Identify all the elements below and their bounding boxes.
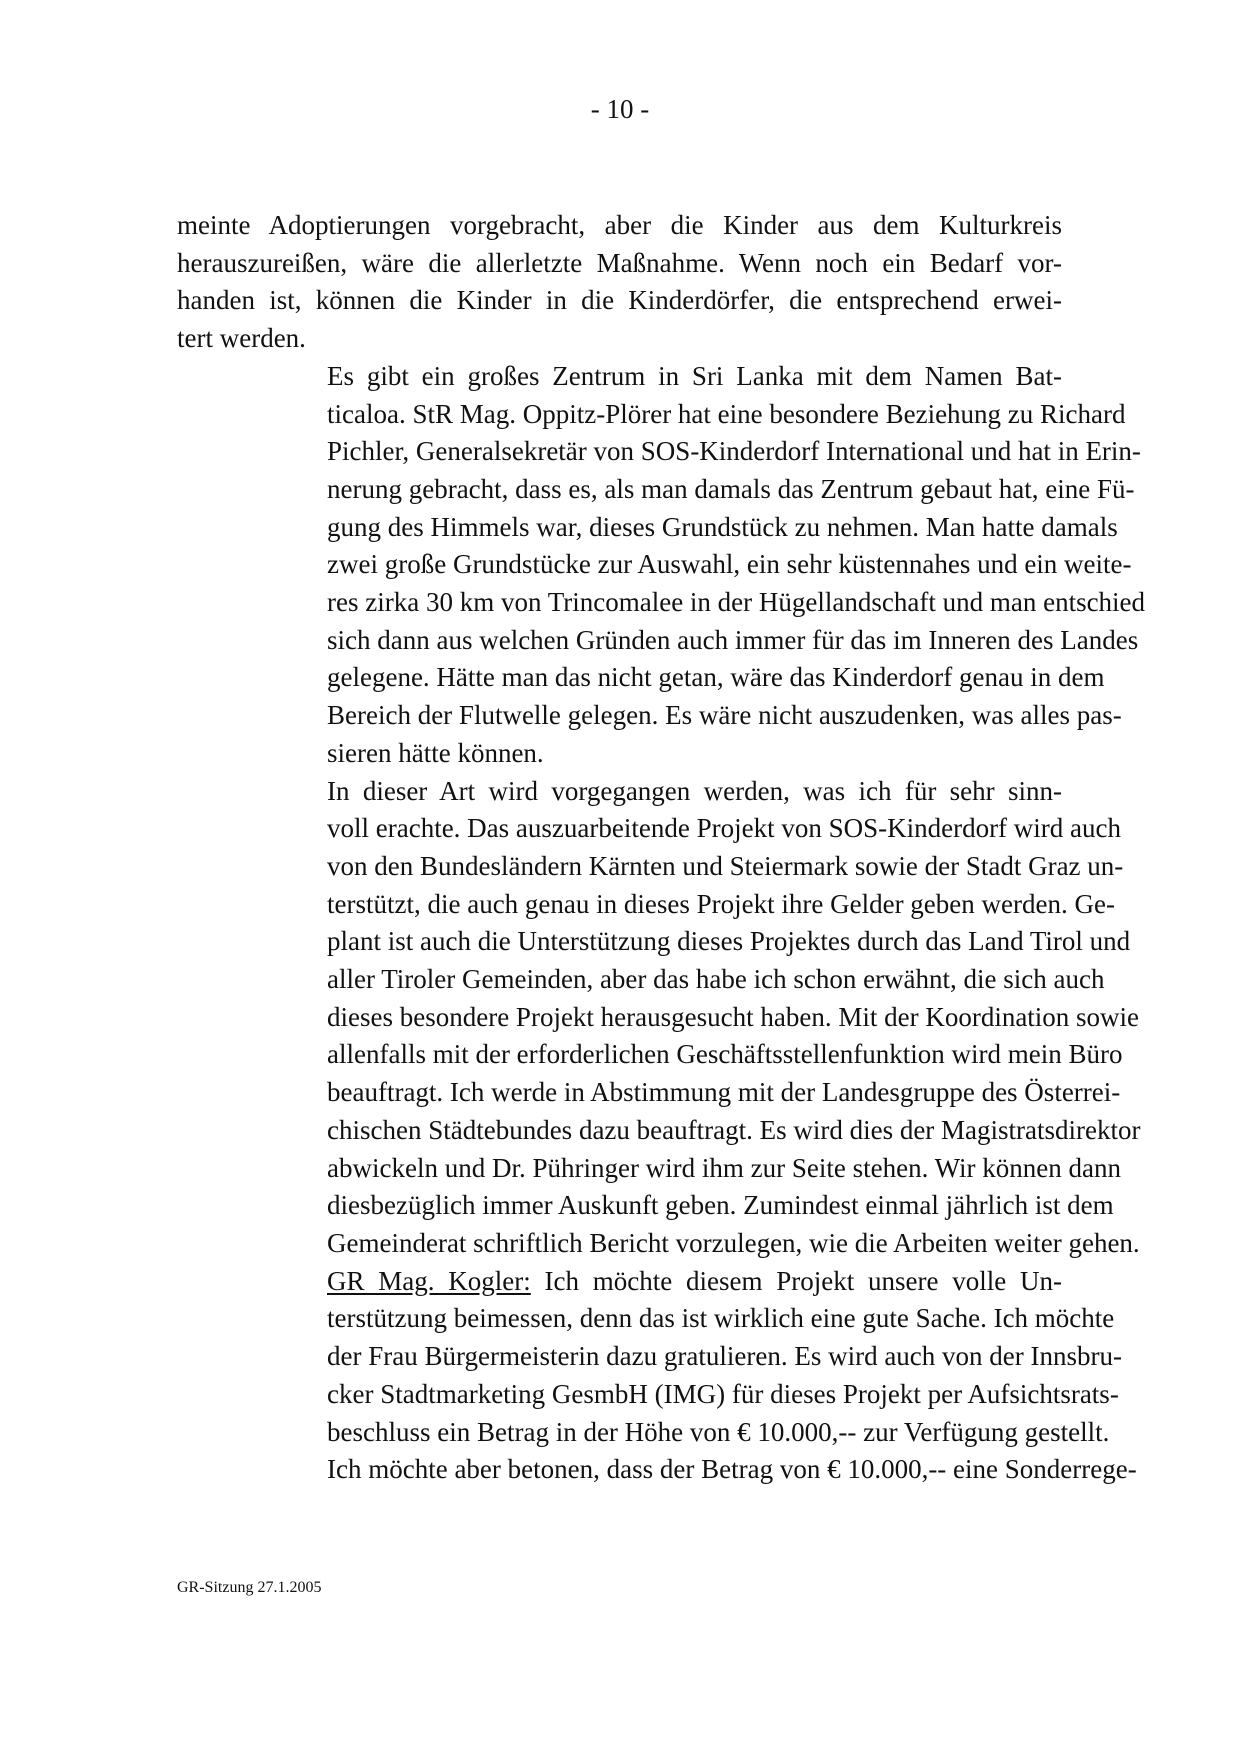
text-line: ticaloa. StR Mag. Oppitz-Plörer hat eine besondere Beziehung zu Richard [327, 398, 1126, 429]
text-line: nerung gebracht, dass es, als man damals das Zentrum gebaut hat, eine Fü- [327, 473, 1135, 504]
text-line: Pichler, Generalsekretär von SOS-Kinderdorf International und hat in Erin- [327, 436, 1141, 467]
page-number: - 10 - [590, 94, 650, 124]
text-line: aller Tiroler Gemeinden, aber das habe ich schon erwähnt, die sich auch [327, 964, 1105, 995]
paragraph-3 [177, 773, 1141, 1263]
text-line: meinte Adoptierungen vorgebracht, aber die Kinder aus dem Kulturkreis [177, 210, 1062, 240]
page-footer: GR-Sitzung 27.1.2005 [177, 1579, 322, 1596]
text-line: terstützt, die auch genau in dieses Projekt ihre Gelder geben werden. Ge- [327, 888, 1115, 919]
text-line: gelegene. Hätte man das nicht getan, wäre das Kinderdorf genau in dem [327, 662, 1105, 693]
text-line: zwei große Grundstücke zur Auswahl, ein sehr küstennahes und ein weite- [327, 549, 1132, 580]
text-line [177, 1263, 1062, 1301]
paragraph-2 [177, 358, 1146, 773]
speech-paragraph [177, 1263, 1137, 1489]
speaker-name: GR Mag. Kogler: [327, 1265, 531, 1296]
text-line: abwickeln und Dr. Pühringer wird ihm zur Seite stehen. Wir können dann [327, 1152, 1121, 1183]
text-line: der Frau Bürgermeisterin dazu gratulieren. Es wird auch von der Innsbru- [327, 1341, 1122, 1372]
text-line: gung des Himmels war, dieses Grundstück zu nehmen. Man hatte damals [327, 511, 1118, 542]
document-body [177, 207, 1146, 1489]
text-line: allenfalls mit der erforderlichen Geschäftsstellenfunktion wird mein Büro [327, 1039, 1123, 1070]
text-line: voll erachte. Das auszuarbeitende Projekt von SOS-Kinderdorf wird auch [327, 813, 1122, 844]
text-line: chischen Städtebundes dazu beauftragt. Es wird dies der Magistratsdirektor [327, 1114, 1141, 1145]
text-line: Ich möchte aber betonen, dass der Betrag von € 10.000,-- eine Sonderrege- [327, 1454, 1137, 1485]
text-line: beschluss ein Betrag in der Höhe von € 10.000,-- zur Verfügung gestellt. [327, 1416, 1110, 1447]
text-line: plant ist auch die Unterstützung dieses Projektes durch das Land Tirol und [327, 926, 1131, 957]
text-line: In dieser Art wird vorgegangen werden, was ich für sehr sinn- [327, 775, 1062, 806]
text-line: von den Bundesländern Kärnten und Steiermark sowie der Stadt Graz un- [327, 850, 1124, 881]
text-line: terstützung beimessen, denn das ist wirklich eine gute Sache. Ich möchte [327, 1303, 1115, 1334]
text-line: handen ist, können die Kinder in die Kinderdörfer, die entsprechend erwei- [177, 285, 1062, 316]
text-line: diesbezüglich immer Auskunft geben. Zumindest einmal jährlich ist dem [327, 1190, 1114, 1221]
paragraph-1 [177, 207, 1062, 358]
text-line: Es gibt ein großes Zentrum in Sri Lanka mit dem Namen Bat- [327, 360, 1062, 391]
text-line: Bereich der Flutwelle gelegen. Es wäre nicht auszudenken, was alles pas- [327, 700, 1122, 731]
text-line: herauszureißen, wäre die allerletzte Maßnahme. Wenn noch ein Bedarf vor- [177, 247, 1062, 278]
speech-first-line: Ich möchte diesem Projekt unsere volle Un- [530, 1265, 1062, 1296]
text-line: res zirka 30 km von Trincomalee in der Hügellandschaft und man entschied [327, 587, 1146, 618]
text-line: Gemeinderat schriftlich Bericht vorzulegen, wie die Arbeiten weiter gehen. [327, 1227, 1140, 1258]
text-line: sich dann aus welchen Gründen auch immer für das im Inneren des Landes [327, 624, 1139, 655]
text-line: cker Stadtmarketing GesmbH (IMG) für dieses Projekt per Aufsichtsrats- [327, 1378, 1119, 1409]
text-line: tert werden. [177, 323, 306, 354]
text-line: dieses besondere Projekt herausgesucht haben. Mit der Koordination sowie [327, 1001, 1140, 1032]
text-line: sieren hätte können. [327, 737, 544, 768]
text-line: beauftragt. Ich werde in Abstimmung mit der Landesgruppe des Österrei- [327, 1077, 1121, 1108]
